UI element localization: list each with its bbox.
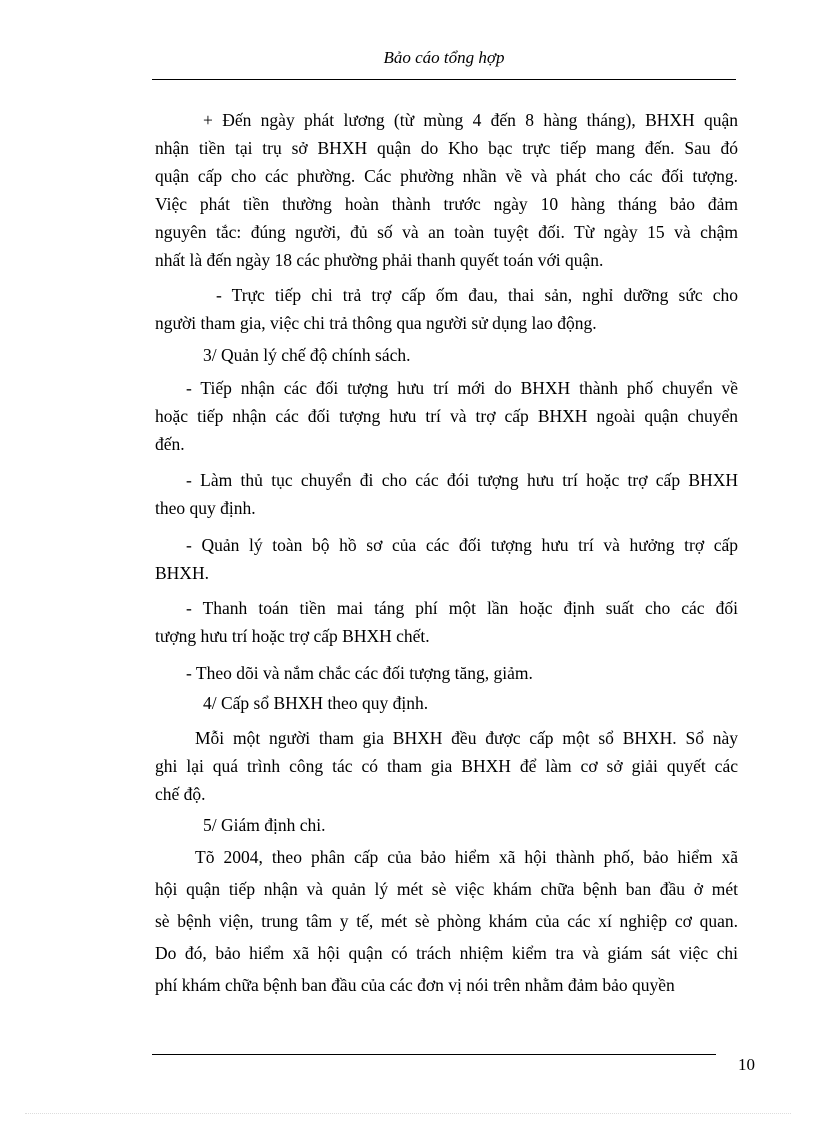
paragraph <box>155 281 738 337</box>
paragraph <box>155 341 738 369</box>
header-title: Bảo cáo tổng hợp <box>383 48 505 67</box>
text-line: Việc phát tiền thường hoàn thành trước ngày 10 hàng tháng bảo đảm <box>155 194 738 214</box>
text-line: + Đến ngày phát lương (từ mùng 4 đến 8 hàng tháng), BHXH quận <box>203 110 738 130</box>
paragraph <box>155 689 738 717</box>
text-line: - Tiếp nhận các đối tượng hưu trí mới do BHXH thành phố chuyển về <box>186 378 738 398</box>
paragraph <box>155 811 738 839</box>
page-number: 10 <box>738 1055 755 1074</box>
footer-rule <box>152 1054 716 1055</box>
text-line: đến. <box>155 434 185 454</box>
text-line: nhận tiền tại trụ sở BHXH quận do Kho bạc trực tiếp mang đến. Sau đó <box>155 138 738 158</box>
paragraph <box>155 841 738 1001</box>
header-rule <box>152 79 736 80</box>
text-line: - Làm thủ tục chuyển đi cho các đói tượng hưu trí hoặc trợ cấp BHXH <box>186 470 738 490</box>
paragraph <box>155 466 738 522</box>
text-line: - Quản lý toàn bộ hồ sơ của các đối tượng hưu trí và hưởng trợ cấp <box>186 535 738 555</box>
text-line: 3/ Quản lý chế độ chính sách. <box>203 345 411 365</box>
text-line: hoặc tiếp nhận các đối tượng hưu trí và trợ cấp BHXH ngoài quận chuyển <box>155 406 738 426</box>
paragraph <box>155 594 738 650</box>
text-line: tượng hưu trí hoặc trợ cấp BHXH chết. <box>155 626 430 646</box>
text-line: BHXH. <box>155 563 209 583</box>
text-line: ghi lại quá trình công tác có tham gia BHXH để làm cơ sở giải quyết các <box>155 756 738 776</box>
text-line: 5/ Giám định chi. <box>203 815 326 835</box>
text-line: hội quận tiếp nhận và quản lý mét sè việc khám chữa bệnh ban đầu ở mét <box>155 879 738 899</box>
text-line: người tham gia, việc chi trả thông qua người sử dụng lao động. <box>155 313 597 333</box>
paragraph <box>155 531 738 587</box>
text-line: nhất là đến ngày 18 các phường phải thanh quyết toán với quận. <box>155 250 604 270</box>
text-line: Mỗi một người tham gia BHXH đều được cấp một sổ BHXH. Sổ này <box>195 728 738 748</box>
text-line: phí khám chữa bệnh ban đầu của các đơn vị nói trên nhằm đảm bảo quyền <box>155 975 675 995</box>
text-line: theo quy định. <box>155 498 256 518</box>
text-line: - Thanh toán tiền mai táng phí một lần hoặc định suất cho các đối <box>186 598 738 618</box>
text-line: chế độ. <box>155 784 206 804</box>
text-line: - Trực tiếp chi trả trợ cấp ốm đau, thai sản, nghỉ dưỡng sức cho <box>216 285 738 305</box>
text-line: quận cấp cho các phường. Các phường nhần về và phát cho các đối tượng. <box>155 166 738 186</box>
paragraph <box>155 659 738 687</box>
page-edge-divider <box>25 1113 791 1114</box>
text-line: sè bệnh viện, trung tâm y tế, mét sè phòng khám của các xí nghiệp cơ quan. <box>155 911 738 931</box>
text-line: Tõ 2004, theo phân cấp của bảo hiểm xã hội thành phố, bảo hiểm xã <box>195 847 738 867</box>
text-line: Do đó, bảo hiểm xã hội quận có trách nhiệm kiểm tra và giám sát việc chi <box>155 943 738 963</box>
text-line: - Theo dõi và nắm chắc các đối tượng tăng, giảm. <box>186 663 533 683</box>
paragraph <box>155 374 738 458</box>
text-line: nguyên tắc: đúng người, đủ số và an toàn tuyệt đối. Từ ngày 15 và chậm <box>155 222 738 242</box>
text-line: 4/ Cấp sổ BHXH theo quy định. <box>203 693 429 713</box>
paragraph <box>155 106 738 274</box>
paragraph <box>155 724 738 808</box>
